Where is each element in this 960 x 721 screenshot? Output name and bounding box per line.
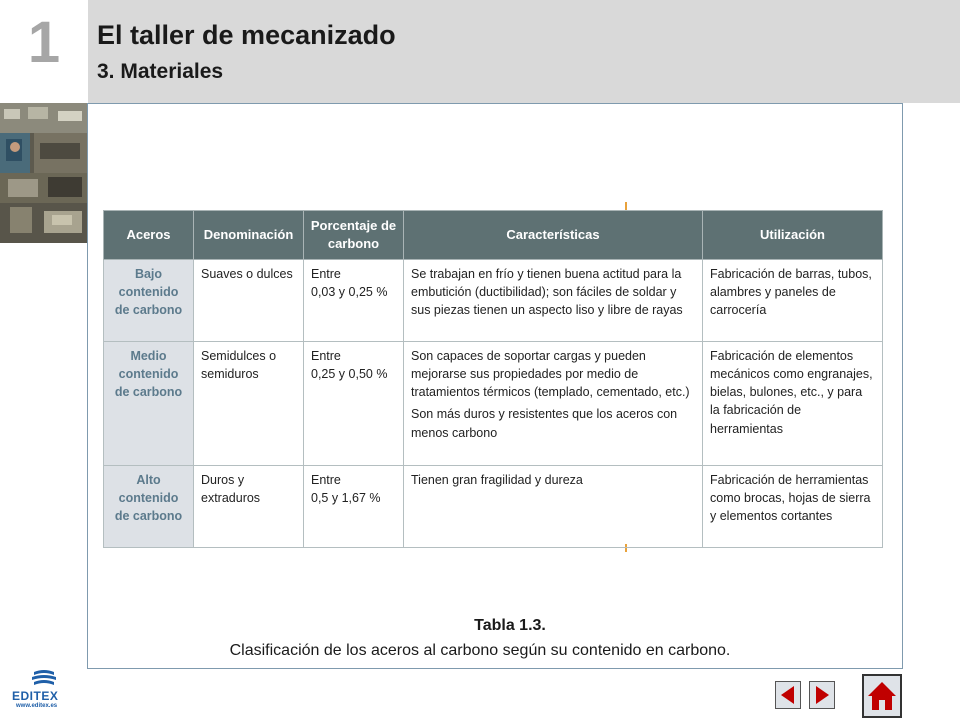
- use-cell: Fabricación de herramientas como brocas, hojas de sierra y elementos cortantes: [703, 466, 883, 548]
- home-button[interactable]: [862, 674, 902, 718]
- steel-type-cell: Alto contenido de carbono: [104, 466, 194, 548]
- column-header: Denominación: [194, 211, 304, 260]
- characteristic-text: Se trabajan en frío y tienen buena actitud para la embutición (ductibilidad); son fáciles de soldar y sus piezas tienen un aspecto liso y libre de rayas: [411, 267, 683, 318]
- table-row: [104, 342, 883, 466]
- denomination-cell: Duros y extraduros: [194, 466, 304, 548]
- characteristics-cell: [404, 466, 703, 548]
- workshop-photo: [0, 103, 88, 243]
- chapter-number: 1: [27, 10, 61, 75]
- page-title: El taller de mecanizado: [97, 20, 396, 50]
- column-header: Características: [404, 211, 703, 260]
- steel-type-cell: Bajo contenido de carbono: [104, 260, 194, 342]
- chapter-box: [0, 0, 88, 103]
- carbon-entre: Entre: [311, 349, 341, 363]
- carbon-range: 0,5 y 1,67 %: [311, 491, 381, 506]
- denomination-cell: Suaves o dulces: [194, 260, 304, 342]
- next-button[interactable]: [809, 681, 835, 709]
- caption-text: Clasificación de los aceros al carbono según su contenido en carbono.: [229, 642, 731, 659]
- characteristic-text: Son más duros y resistentes que los aceros con menos carbono: [411, 407, 678, 440]
- characteristic-text: Son capaces de soportar cargas y pueden mejorarse sus propiedades por medio de tratamientos térmicos (templado, cementado, etc.): [411, 349, 690, 400]
- column-header: Porcentaje de carbono: [304, 211, 404, 260]
- carbon-entre: Entre: [311, 473, 341, 487]
- table-row: [104, 466, 883, 548]
- steel-type-cell: Medio contenido de carbono: [104, 342, 194, 466]
- home-icon: [864, 676, 900, 716]
- editex-url: www.editex.es: [16, 703, 58, 709]
- characteristic-text: Tienen gran fragilidad y dureza: [411, 473, 583, 487]
- denomination-cell: Semidulces o semiduros: [194, 342, 304, 466]
- carbon-cell: [304, 466, 404, 548]
- top-marker: [625, 202, 627, 210]
- table-header-row: [104, 211, 883, 260]
- carbon-entre: Entre: [311, 267, 341, 281]
- characteristics-cell: [404, 342, 703, 466]
- column-header: Utilización: [703, 211, 883, 260]
- table-row: [104, 260, 883, 342]
- carbon-cell: [304, 342, 404, 466]
- editex-logo-text: EDITEX: [12, 689, 59, 703]
- carbon-range: 0,25 y 0,50 %: [311, 367, 388, 382]
- use-cell: Fabricación de barras, tubos, alambres y paneles de carrocería: [703, 260, 883, 342]
- triangle-right-icon: [810, 682, 834, 708]
- use-cell: Fabricación de elementos mecánicos como engranajes, bielas, bulones, etc., y para la fabricación de herramientas: [703, 342, 883, 466]
- steel-classification-table: [103, 210, 883, 548]
- carbon-range: 0,03 y 0,25 %: [311, 285, 388, 300]
- previous-button[interactable]: [775, 681, 801, 709]
- header-bar: [88, 0, 960, 103]
- column-header: Aceros: [104, 211, 194, 260]
- caption-label: Tabla 1.3.: [474, 617, 546, 634]
- triangle-left-icon: [776, 682, 800, 708]
- characteristics-cell: [404, 260, 703, 342]
- page-subtitle: 3. Materiales: [97, 60, 224, 83]
- carbon-cell: [304, 260, 404, 342]
